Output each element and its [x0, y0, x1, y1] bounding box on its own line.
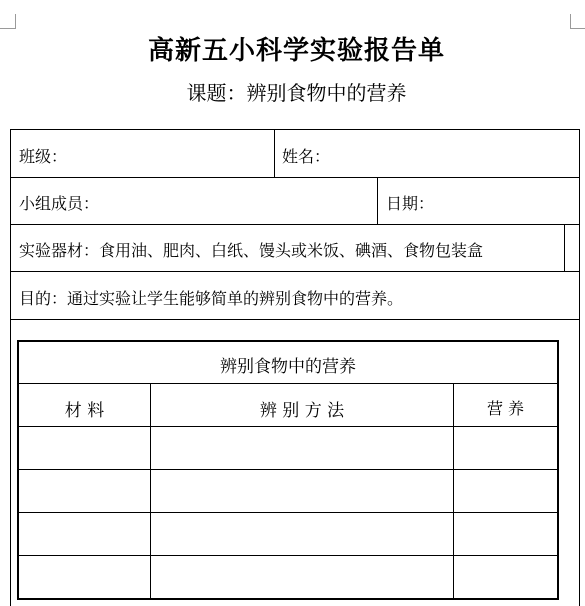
- form-border: [579, 129, 580, 606]
- form-divider: [10, 224, 580, 225]
- table-title: 辨别食物中的营养: [220, 357, 356, 377]
- method-cell[interactable]: [151, 470, 453, 512]
- form-divider: [274, 129, 275, 177]
- crop-mark: [15, 14, 16, 29]
- form-divider: [10, 177, 580, 178]
- nutrition-cell[interactable]: [454, 470, 557, 512]
- nutrition-cell[interactable]: [454, 513, 557, 555]
- form-divider: [10, 271, 580, 272]
- table-row: [19, 470, 557, 512]
- crop-mark: [570, 28, 585, 29]
- column-header-material: 材 料: [64, 401, 105, 421]
- nutrition-cell[interactable]: [454, 427, 557, 469]
- table-border: [17, 598, 559, 600]
- nutrition-cell[interactable]: [454, 556, 557, 598]
- crop-mark: [0, 28, 15, 29]
- material-cell[interactable]: [19, 427, 150, 469]
- group-members-field[interactable]: [110, 182, 372, 220]
- class-field[interactable]: [80, 134, 268, 172]
- table-border: [557, 340, 559, 600]
- form-border: [10, 129, 579, 130]
- name-label: 姓名：: [282, 147, 331, 166]
- material-cell[interactable]: [19, 470, 150, 512]
- material-cell[interactable]: [19, 556, 150, 598]
- material-cell[interactable]: [19, 513, 150, 555]
- page-title: 高新五小科学实验报告单: [147, 36, 445, 66]
- method-cell[interactable]: [151, 513, 453, 555]
- class-label: 班级：: [19, 147, 68, 166]
- column-header-method: 辨 别 方 法: [259, 401, 345, 421]
- table-row: [19, 513, 557, 555]
- name-field[interactable]: [334, 134, 574, 172]
- table-row: [19, 556, 557, 598]
- form-border: [10, 129, 11, 606]
- form-divider: [10, 319, 580, 320]
- table-divider: [17, 383, 559, 384]
- table-border: [17, 340, 559, 342]
- date-field[interactable]: [438, 182, 574, 220]
- equipment-text: 实验器材：食用油、肥肉、白纸、馒头或米饭、碘酒、食物包装盒: [19, 241, 484, 260]
- column-header-nutrition: 营 养: [486, 399, 525, 418]
- group-members-label: 小组成员：: [19, 194, 100, 213]
- purpose-text: 目的：通过实验让学生能够简单的辨别食物中的营养。: [19, 289, 404, 308]
- method-cell[interactable]: [151, 427, 453, 469]
- table-row: [19, 427, 557, 469]
- crop-mark: [570, 14, 571, 29]
- form-divider: [377, 177, 378, 224]
- page-subtitle: 课题：辨别食物中的营养: [186, 81, 407, 105]
- method-cell[interactable]: [151, 556, 453, 598]
- date-label: 日期：: [386, 194, 435, 213]
- form-divider: [564, 224, 565, 271]
